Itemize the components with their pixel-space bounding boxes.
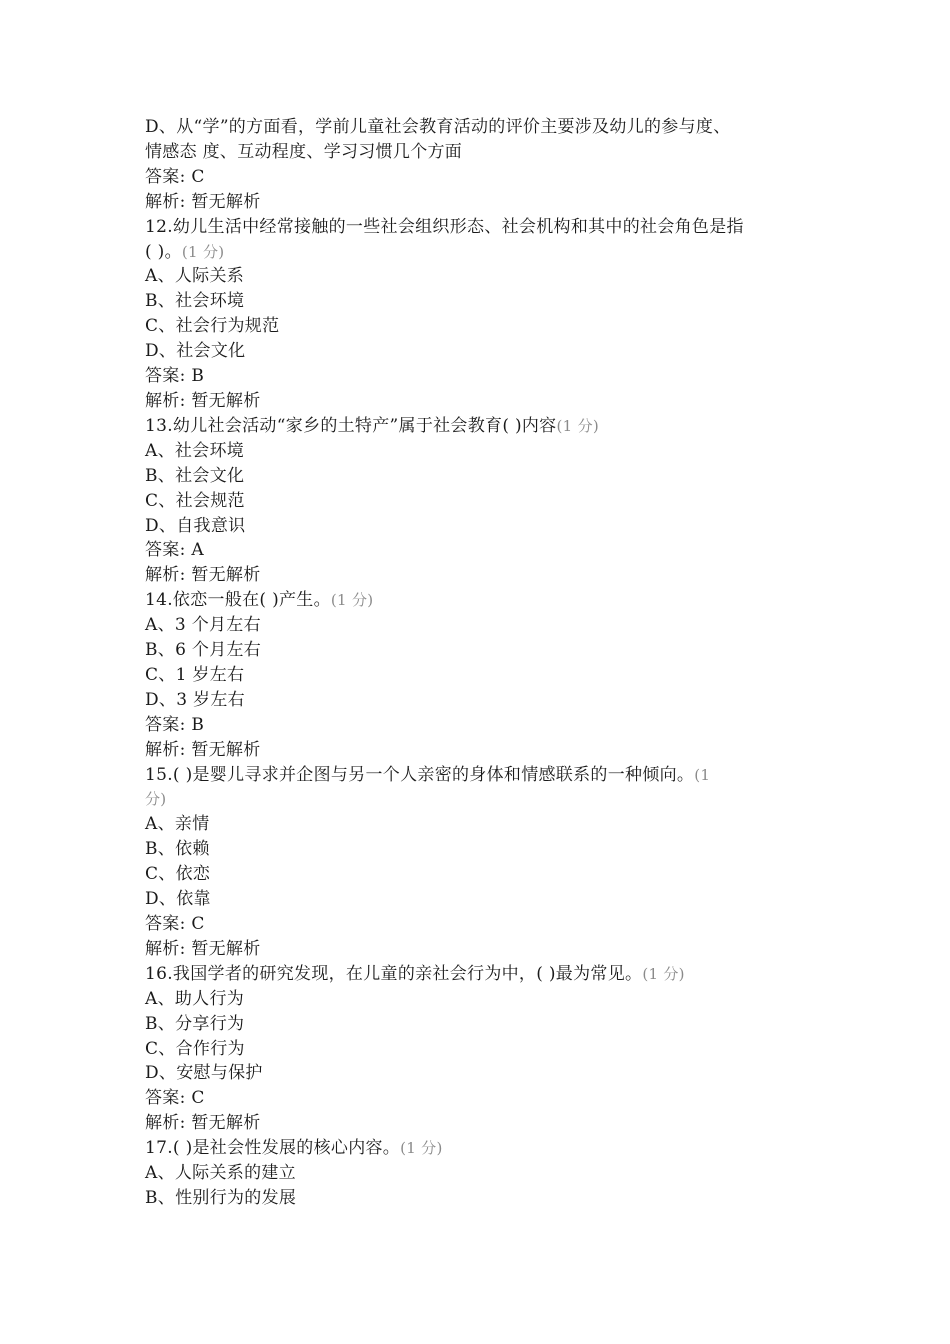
q17-score: (1 分): [400, 1139, 443, 1158]
q16-answer: 答案: C: [145, 1088, 205, 1109]
q16-option-c: C、合作行为: [145, 1038, 245, 1059]
q12-option-c: C、社会行为规范: [145, 316, 280, 337]
q11-answer: 答案: C: [145, 166, 205, 187]
q16-analysis: 解析: 暂无解析: [145, 1113, 261, 1134]
q11-option-d-line1: D、从“学”的方面看，学前儿童社会教育活动的评价主要涉及幼儿的参与度、: [145, 117, 731, 137]
q12-answer: 答案: B: [145, 366, 205, 387]
q15-option-b: B、依赖: [145, 839, 210, 860]
q14-option-b: B、6 个月左右: [145, 640, 262, 661]
q12-score: (1 分): [181, 242, 225, 261]
q14-stem-line: [145, 588, 815, 613]
q16-score: (1 分): [642, 964, 685, 983]
q15-option-a: A、亲情: [145, 814, 210, 835]
q12-option-b: B、社会环境: [145, 291, 245, 312]
q13-option-c: C、社会规范: [145, 490, 245, 511]
q14-score: (1 分): [330, 591, 374, 610]
q16-stem-line: [145, 962, 815, 987]
q15-answer: 答案: C: [145, 914, 205, 934]
q16-option-a: A、助人行为: [145, 988, 245, 1009]
q15-score-part1: (1: [694, 765, 711, 784]
q16-option-b: B、分享行为: [145, 1013, 245, 1034]
q14-option-c: C、1 岁左右: [145, 664, 245, 685]
q13-stem-line: [145, 414, 815, 439]
q14-stem: 14.依恋一般在( )产生。: [145, 590, 331, 611]
q14-analysis: 解析: 暂无解析: [145, 739, 261, 760]
q15-option-d: D、依靠: [145, 889, 211, 910]
q12-stem-line1: 12.幼儿生活中经常接触的一些社会组织形态、社会机构和其中的社会角色是指: [145, 216, 744, 237]
q14-option-a: A、3 个月左右: [145, 615, 261, 636]
q13-stem: 13.幼儿社会活动“家乡的土特产”属于社会教育( )内容: [145, 415, 557, 436]
q13-score: (1 分): [556, 416, 600, 435]
q17-option-a: A、人际关系的建立: [145, 1163, 296, 1184]
q17-stem-line: [145, 1136, 815, 1161]
q14-answer: 答案: B: [145, 714, 205, 735]
q17-option-b: B、性别行为的发展: [145, 1187, 297, 1208]
q15-option-c: C、依恋: [145, 864, 211, 885]
q12-stem-end: ( )。: [145, 241, 182, 262]
q13-option-d: D、自我意识: [145, 515, 246, 536]
q16-option-d: D、安慰与保护: [145, 1063, 263, 1084]
q16-stem: 16.我国学者的研究发现，在儿童的亲社会行为中，( )最为常见。: [145, 963, 643, 984]
q13-answer: 答案: A: [145, 540, 204, 561]
q15-stem: 15.( )是婴儿寻求并企图与另一个人亲密的身体和情感联系的一种倾向。: [145, 764, 695, 785]
q12-analysis: 解析: 暂无解析: [145, 390, 261, 411]
q13-option-a: A、社会环境: [145, 440, 245, 461]
q13-option-b: B、社会文化: [145, 465, 245, 486]
q12-option-a: A、人际关系: [145, 266, 245, 287]
q12-stem-line2: [145, 240, 815, 265]
q12-option-d: D、社会文化: [145, 341, 246, 362]
q15-score-part2: 分): [145, 790, 167, 809]
q11-option-d-line2: 情感态 度、互动程度、学习习惯几个方面: [145, 141, 463, 162]
document-page: [145, 115, 815, 1211]
q15-analysis: 解析: 暂无解析: [145, 938, 261, 959]
q17-stem: 17.( )是社会性发展的核心内容。: [145, 1138, 401, 1159]
q13-analysis: 解析: 暂无解析: [145, 565, 261, 586]
q14-option-d: D、3 岁左右: [145, 689, 245, 710]
q11-analysis: 解析: 暂无解析: [145, 191, 261, 212]
q15-stem-line: [145, 763, 815, 788]
